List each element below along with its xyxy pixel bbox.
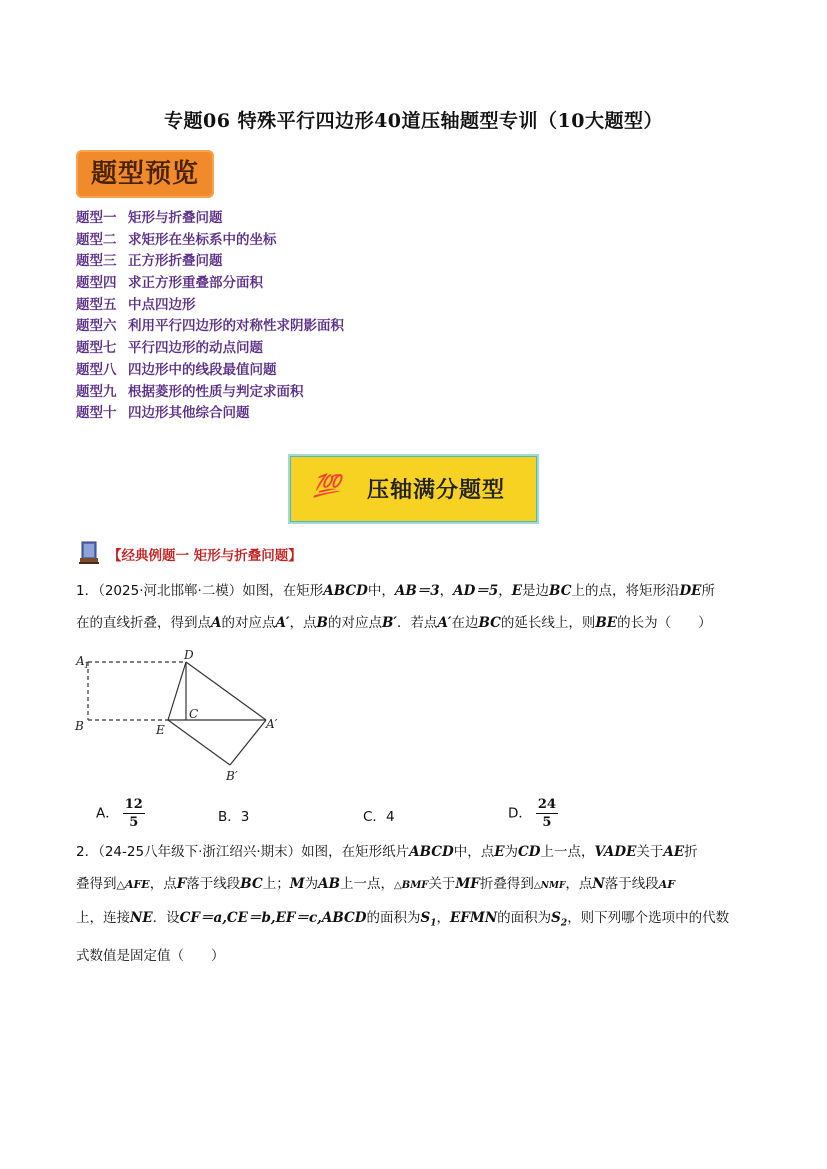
book-icon	[78, 540, 102, 566]
full-score-banner	[290, 456, 537, 522]
topic-item[interactable]: 题型十 四边形其他综合问题	[76, 405, 250, 422]
q1-number: 1．	[76, 583, 99, 599]
label-c: C	[189, 707, 199, 721]
topic-item[interactable]: 题型一 矩形与折叠问题	[76, 210, 223, 226]
hundred-points-icon: 💯	[313, 474, 341, 499]
label-e: E	[156, 723, 165, 737]
line-bprime-aprime	[230, 720, 266, 765]
option-d[interactable]: D． $\frac{24}{5}$	[508, 797, 556, 830]
label-a-prime: A′	[266, 717, 278, 731]
option-c[interactable]: C．4	[363, 809, 395, 825]
question-2: 2．（24-25八年级下·浙江绍兴·期末）如图，在矩形纸片ABCD中，点E为CD上一点，VADE关于AE折 叠得到△AFE，点F落于线段BC上；M为AB上一点，△BMF关于MF折叠得到△NMF，点N落于线段AF 上，连接NE．设CF＝a,CE＝b,EF＝c,ABCD的面积为$S_1$，EFMN的面积为$S_2$，则下列哪个选项中的代数 式数值是固定值（ ）	[76, 844, 730, 964]
section-title: 【经典例题一 矩形与折叠问题】	[108, 548, 302, 564]
question-1: 1．（2025·河北邯郸·二模）如图，在矩形ABCD中，AB＝3，AD＝5，E是边BC上的点，将矩形沿DE所 在的直线折叠，得到点A的对应点A′，点B的对应点B′．若点A′在边BC的延长线上，则BE的长为（ ）	[76, 583, 715, 631]
label-b-prime: B′	[226, 769, 238, 783]
preview-badge-text: 题型预览	[90, 159, 199, 189]
topic-item[interactable]: 题型二 求矩形在坐标系中的坐标	[76, 231, 277, 248]
preview-badge	[76, 150, 214, 198]
line-d-e	[168, 662, 186, 720]
fraction: $\frac{12}{5}$	[124, 797, 143, 830]
q2-source: （24-25八年级下·浙江绍兴·期末）	[98, 844, 302, 860]
topic-list	[76, 208, 344, 425]
label-a1-sub: 1	[84, 661, 90, 670]
label-b: B	[75, 719, 84, 733]
q1-figure	[70, 648, 290, 788]
fraction: $\frac{24}{5}$	[537, 797, 556, 830]
topic-item[interactable]: 题型三 正方形折叠问题	[76, 253, 223, 270]
topic-item[interactable]: 题型八 四边形中的线段最值问题	[76, 361, 277, 378]
topic-item[interactable]: 题型六 利用平行四边形的对称性求阴影面积	[76, 318, 344, 335]
line-e-bprime	[168, 720, 230, 765]
banner-text: 压轴满分题型	[367, 478, 506, 503]
option-b[interactable]: B．3	[218, 809, 250, 825]
topic-item[interactable]: 题型五 中点四边形	[76, 296, 196, 313]
topic-item[interactable]: 题型四 求正方形重叠部分面积	[76, 275, 263, 292]
label-a1: A	[76, 654, 85, 668]
page-title: 专题06 特殊平行四边形40道压轴题型专训（10大题型）	[164, 110, 663, 132]
q1-source: （2025·河北邯郸·二模）	[98, 583, 243, 599]
topic-item[interactable]: 题型七 平行四边形的动点问题	[76, 340, 263, 357]
q2-number: 2．	[76, 844, 99, 860]
label-d: D	[184, 648, 194, 662]
option-a[interactable]: A． $\frac{12}{5}$	[96, 797, 143, 830]
topic-item[interactable]: 题型九 根据菱形的性质与判定求面积	[76, 383, 304, 400]
